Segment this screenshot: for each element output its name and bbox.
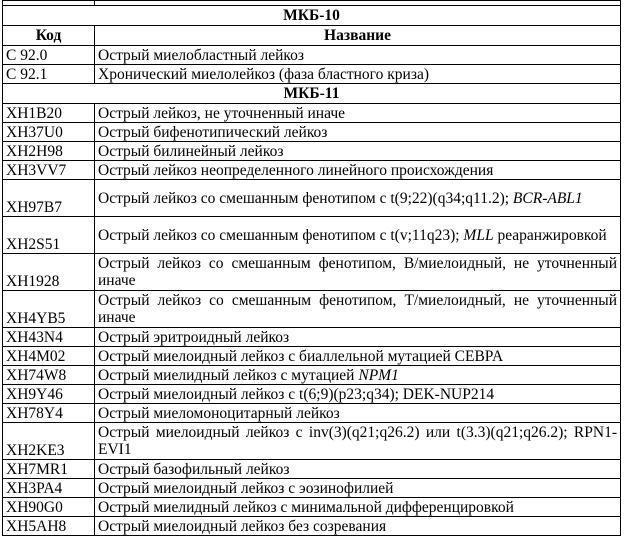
row-name-tail: реаранжировкой bbox=[497, 226, 607, 244]
row-name-text: Острый миелидный лейкоз с мутацией bbox=[98, 366, 355, 384]
table-row bbox=[3, 498, 621, 517]
row-name: Острый базофильный лейкоз bbox=[95, 460, 621, 479]
table-row bbox=[3, 291, 621, 328]
row-code: XH2H98 bbox=[3, 142, 95, 161]
row-name bbox=[95, 217, 621, 254]
table-row bbox=[3, 46, 621, 65]
table-row bbox=[3, 366, 621, 385]
row-code: XH4M02 bbox=[3, 347, 95, 366]
table-row bbox=[3, 104, 621, 123]
row-name-text: Острый лейкоз со смешанным фенотипом с t(v;11q23); bbox=[98, 226, 460, 244]
row-code: XH78Y4 bbox=[3, 404, 95, 423]
table-row bbox=[3, 347, 621, 366]
section-row-icd10 bbox=[3, 6, 621, 26]
icd-classification-table-container bbox=[2, 0, 621, 536]
row-code: XH43N4 bbox=[3, 328, 95, 347]
row-name bbox=[95, 180, 621, 217]
table-row bbox=[3, 217, 621, 254]
section-title-icd11: МКБ-11 bbox=[3, 84, 621, 104]
column-header-name: Название bbox=[95, 26, 621, 46]
row-name-gene: BCR-ABL1 bbox=[512, 189, 583, 207]
row-code: XH3VV7 bbox=[3, 161, 95, 180]
table-row bbox=[3, 123, 621, 142]
table-row bbox=[3, 479, 621, 498]
row-name-text: Острый лейкоз со смешанным фенотипом с t(9;22)(q34;q11.2); bbox=[98, 189, 510, 207]
row-name-gene: MLL bbox=[463, 226, 494, 244]
icd-classification-table bbox=[2, 0, 621, 536]
row-name: Острый миелоидный лейкоз без созревания bbox=[95, 517, 621, 536]
row-name bbox=[95, 366, 621, 385]
row-code: XH9Y46 bbox=[3, 385, 95, 404]
row-code: XH1928 bbox=[3, 254, 95, 291]
row-name: Острый лейкоз со смешанным фенотипом, T/миелоидный, не уточненный иначе bbox=[95, 291, 621, 328]
table-row bbox=[3, 65, 621, 84]
row-code: XH4YB5 bbox=[3, 291, 95, 328]
column-header-row bbox=[3, 26, 621, 46]
row-code: XH7MR1 bbox=[3, 460, 95, 479]
row-code: XH5AH8 bbox=[3, 517, 95, 536]
row-name: Хронический миелолейкоз (фаза бластного криза) bbox=[95, 65, 621, 84]
row-code: XH37U0 bbox=[3, 123, 95, 142]
table-row bbox=[3, 517, 621, 536]
table-row bbox=[3, 423, 621, 460]
row-name-gene: NPM1 bbox=[358, 366, 399, 384]
row-name: Острый миелоидный лейкоз с биаллельной мутацией CEBPA bbox=[95, 347, 621, 366]
row-code: XH2KE3 bbox=[3, 423, 95, 460]
table-row bbox=[3, 404, 621, 423]
row-code: XH97B7 bbox=[3, 180, 95, 217]
row-code: XH2S51 bbox=[3, 217, 95, 254]
row-name: Острый миеломоноцитарный лейкоз bbox=[95, 404, 621, 423]
table-row bbox=[3, 460, 621, 479]
row-code: C 92.0 bbox=[3, 46, 95, 65]
table-row bbox=[3, 254, 621, 291]
row-name: Острый эритроидный лейкоз bbox=[95, 328, 621, 347]
table-row bbox=[3, 328, 621, 347]
row-code: C 92.1 bbox=[3, 65, 95, 84]
row-code: XH3PA4 bbox=[3, 479, 95, 498]
table-row bbox=[3, 161, 621, 180]
row-code: XH74W8 bbox=[3, 366, 95, 385]
row-name: Острый миелоидный лейкоз с inv(3)(q21;q26.2) или t(3.3)(q21;q26.2); RPN1-EVI1 bbox=[95, 423, 621, 460]
section-title-icd10: МКБ-10 bbox=[3, 6, 621, 26]
row-name: Острый бифенотипический лейкоз bbox=[95, 123, 621, 142]
row-code: XH1B20 bbox=[3, 104, 95, 123]
row-code: XH90G0 bbox=[3, 498, 95, 517]
row-name: Острый лейкоз неопределенного линейного происхождения bbox=[95, 161, 621, 180]
section-row-icd11 bbox=[3, 84, 621, 104]
row-name: Острый лейкоз со смешанным фенотипом, B/миелоидный, не уточненный иначе bbox=[95, 254, 621, 291]
row-name: Острый миелобластный лейкоз bbox=[95, 46, 621, 65]
row-name: Острый миелоидный лейкоз с t(6;9)(p23;q34); DEK-NUP214 bbox=[95, 385, 621, 404]
row-name: Острый лейкоз, не уточненный иначе bbox=[95, 104, 621, 123]
row-name: Острый билинейный лейкоз bbox=[95, 142, 621, 161]
table-row bbox=[3, 142, 621, 161]
table-row bbox=[3, 385, 621, 404]
row-name: Острый миелидный лейкоз с минимальной дифференцировкой bbox=[95, 498, 621, 517]
table-row bbox=[3, 180, 621, 217]
column-header-code: Код bbox=[3, 26, 95, 46]
row-name: Острый миелоидный лейкоз с эозинофилией bbox=[95, 479, 621, 498]
